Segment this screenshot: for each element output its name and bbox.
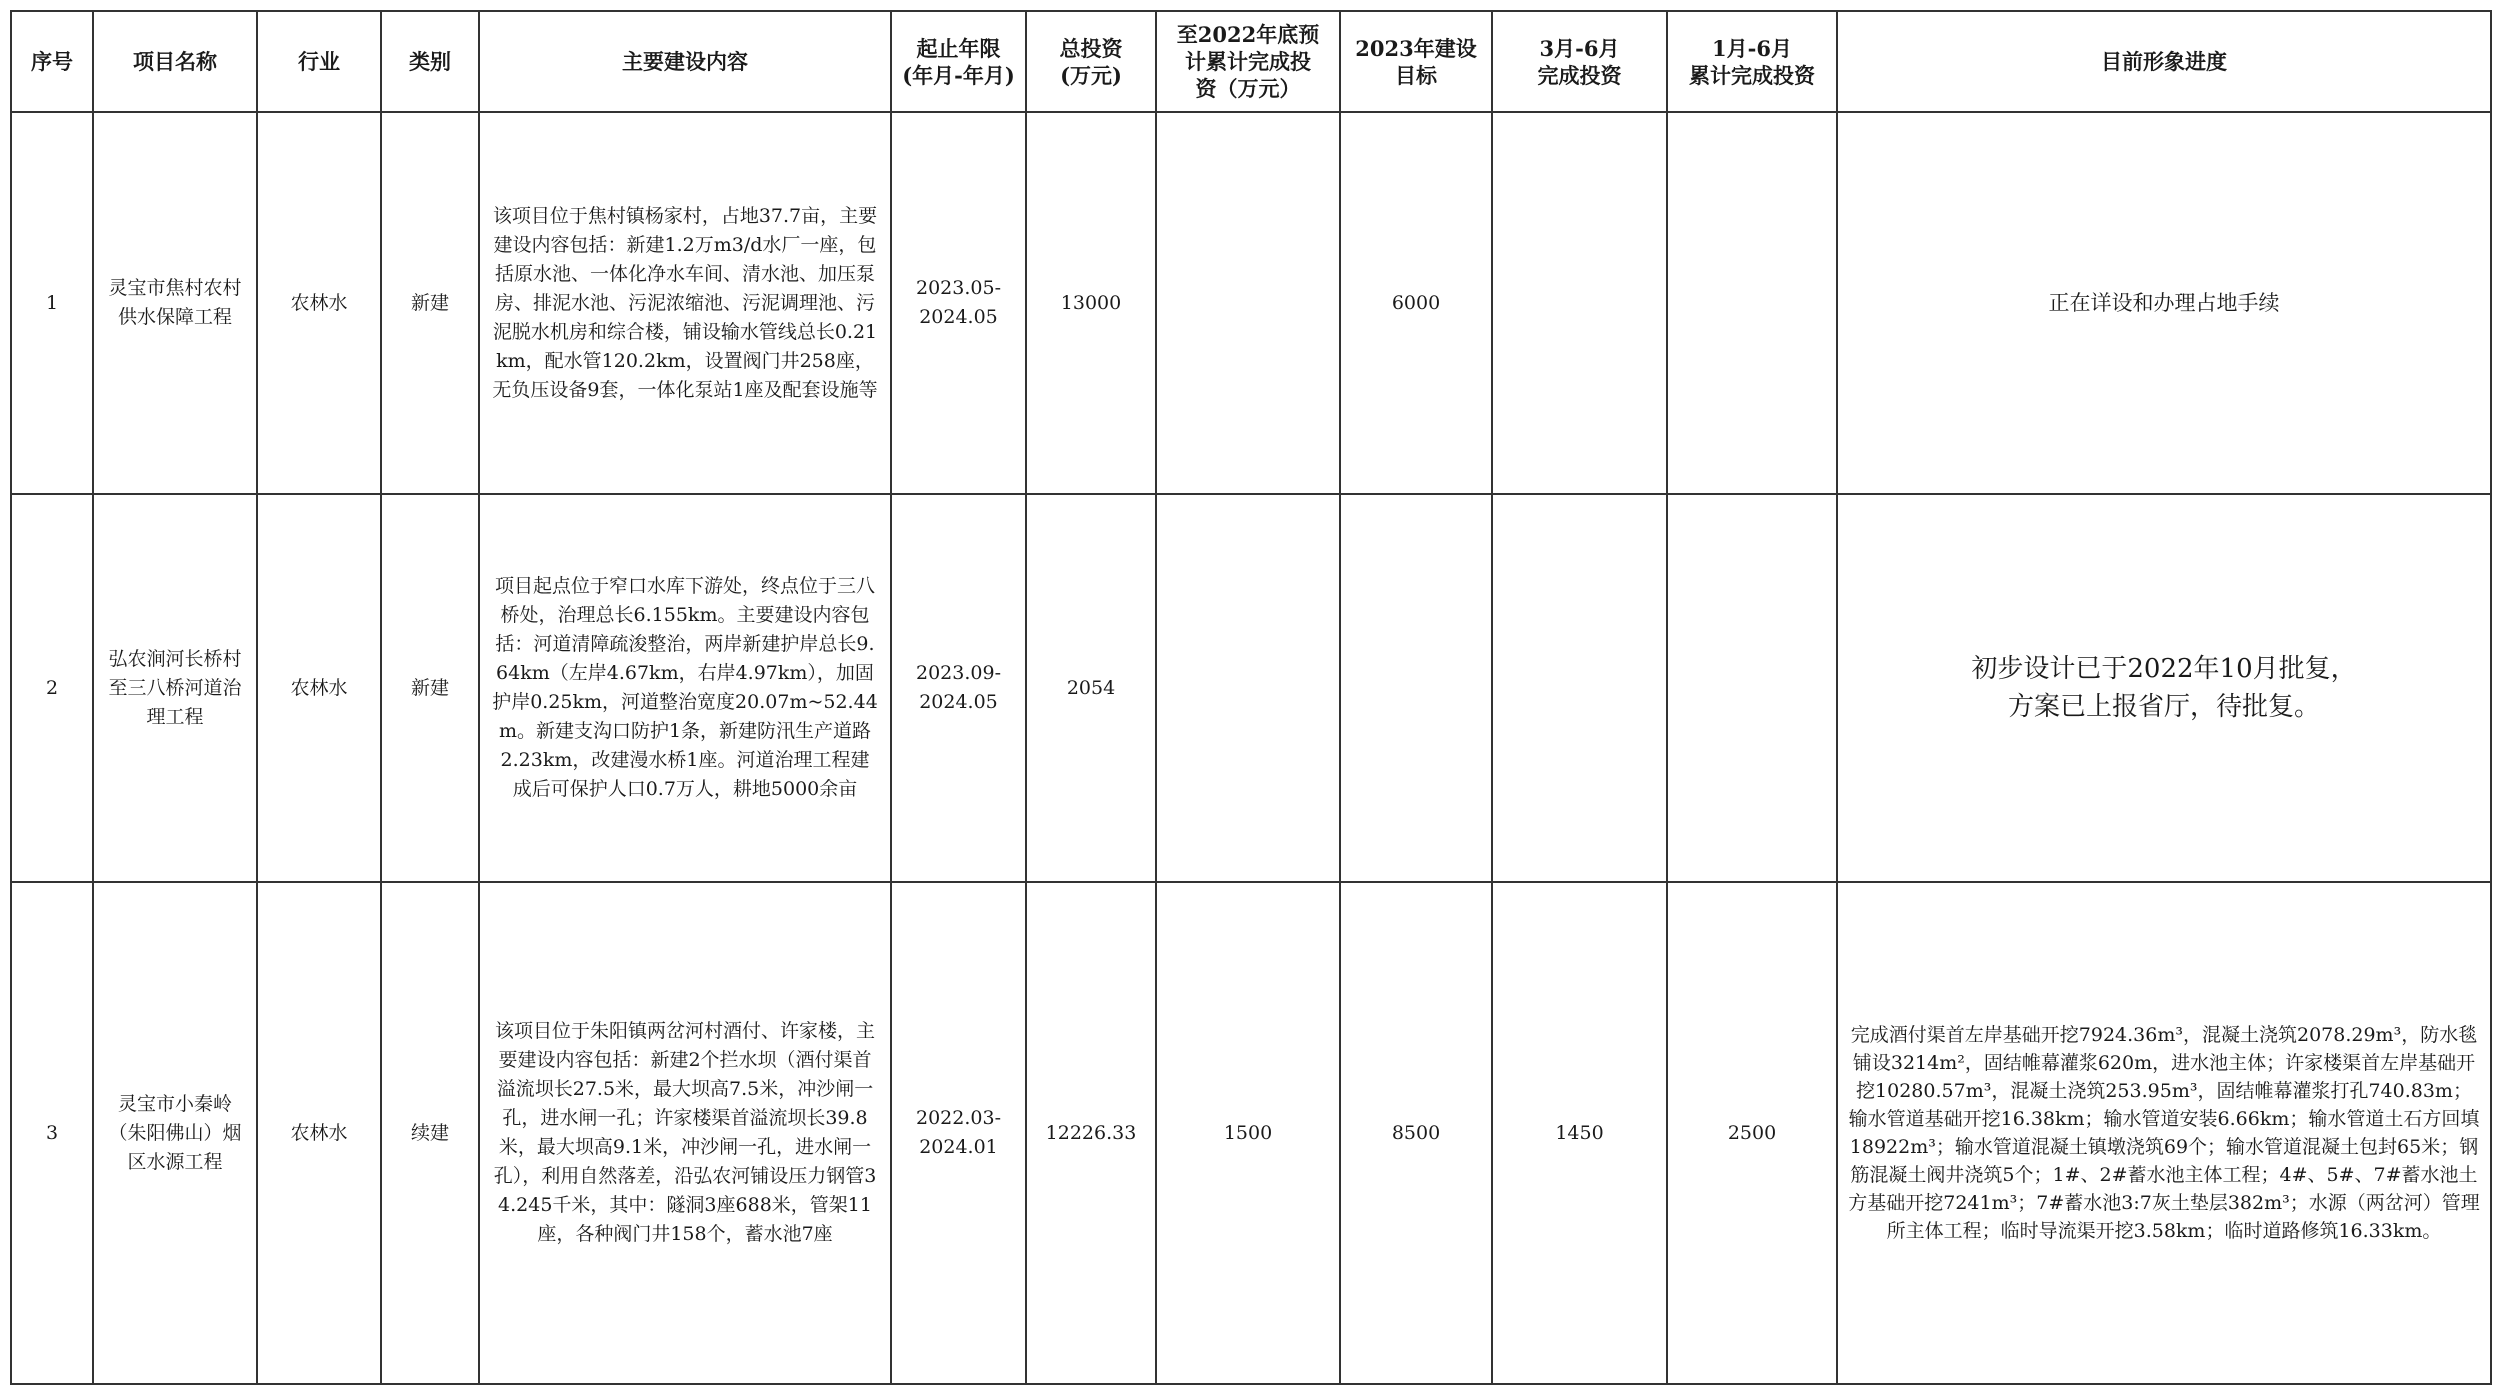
cell-type: 新建	[381, 112, 479, 494]
table-row	[11, 112, 2491, 494]
header-no: 序号	[11, 11, 93, 112]
cell-target2023	[1340, 494, 1492, 882]
cell-mar-jun	[1492, 494, 1667, 882]
header-cum2022: 至2022年底预 计累计完成投 资（万元）	[1156, 11, 1340, 112]
cell-jan-jun	[1667, 494, 1837, 882]
cell-cum2022	[1156, 494, 1340, 882]
cell-total: 2054	[1026, 494, 1156, 882]
cell-period: 2023.09- 2024.05	[891, 494, 1026, 882]
cell-no: 3	[11, 882, 93, 1384]
cell-mar-jun	[1492, 112, 1667, 494]
cell-period: 2022.03- 2024.01	[891, 882, 1026, 1384]
cell-type: 续建	[381, 882, 479, 1384]
cell-jan-jun	[1667, 112, 1837, 494]
header-name: 项目名称	[93, 11, 257, 112]
cell-industry: 农林水	[257, 494, 381, 882]
cell-total: 12226.33	[1026, 882, 1156, 1384]
cell-no: 2	[11, 494, 93, 882]
header-period: 起止年限 (年月-年月)	[891, 11, 1026, 112]
cell-industry: 农林水	[257, 882, 381, 1384]
cell-name: 灵宝市焦村农村供水保障工程	[93, 112, 257, 494]
header-content: 主要建设内容	[479, 11, 891, 112]
cell-mar-jun: 1450	[1492, 882, 1667, 1384]
header-progress: 目前形象进度	[1837, 11, 2491, 112]
cell-content: 该项目位于焦村镇杨家村，占地37.7亩，主要建设内容包括：新建1.2万m3/d水厂一座，包括原水池、一体化净水车间、清水池、加压泵房、排泥水池、污泥浓缩池、污泥调理池、污泥脱水机房和综合楼，铺设输水管线总长0.21km，配水管120.2km，设置阀门井258座，无负压设备9套，一体化泵站1座及配套设施等	[479, 112, 891, 494]
cell-target2023: 8500	[1340, 882, 1492, 1384]
header-jan-jun: 1月-6月 累计完成投资	[1667, 11, 1837, 112]
cell-total: 13000	[1026, 112, 1156, 494]
cell-progress: 初步设计已于2022年10月批复， 方案已上报省厅，待批复。	[1837, 494, 2491, 882]
header-total: 总投资 (万元)	[1026, 11, 1156, 112]
table-row	[11, 882, 2491, 1384]
cell-progress: 正在详设和办理占地手续	[1837, 112, 2491, 494]
header-mar-jun: 3月-6月 完成投资	[1492, 11, 1667, 112]
header-row	[11, 11, 2491, 112]
cell-type: 新建	[381, 494, 479, 882]
cell-period: 2023.05- 2024.05	[891, 112, 1026, 494]
cell-no: 1	[11, 112, 93, 494]
cell-industry: 农林水	[257, 112, 381, 494]
cell-name: 灵宝市小秦岭（朱阳佛山）烟区水源工程	[93, 882, 257, 1384]
header-industry: 行业	[257, 11, 381, 112]
cell-content: 该项目位于朱阳镇两岔河村酒付、许家楼，主要建设内容包括：新建2个拦水坝（酒付渠首溢流坝长27.5米，最大坝高7.5米，冲沙闸一孔，进水闸一孔；许家楼渠首溢流坝长39.8米，最大坝高9.1米，冲沙闸一孔，进水闸一孔），利用自然落差，沿弘农河铺设压力钢管34.245千米，其中：隧洞3座688米，管架11座，各种阀门井158个，蓄水池7座	[479, 882, 891, 1384]
cell-content: 项目起点位于窄口水库下游处，终点位于三八桥处，治理总长6.155km。主要建设内容包括：河道清障疏浚整治，两岸新建护岸总长9.64km（左岸4.67km，右岸4.97km），加固护岸0.25km，河道整治宽度20.07m~52.44m。新建支沟口防护1条，新建防汛生产道路2.23km，改建漫水桥1座。河道治理工程建成后可保护人口0.7万人，耕地5000余亩	[479, 494, 891, 882]
cell-name: 弘农涧河长桥村至三八桥河道治理工程	[93, 494, 257, 882]
header-target2023: 2023年建设 目标	[1340, 11, 1492, 112]
cell-jan-jun: 2500	[1667, 882, 1837, 1384]
header-type: 类别	[381, 11, 479, 112]
table-row	[11, 494, 2491, 882]
cell-progress: 完成酒付渠首左岸基础开挖7924.36m³，混凝土浇筑2078.29m³，防水毯铺设3214m²，固结帷幕灌浆620m，进水池主体；许家楼渠首左岸基础开挖10280.57m³，混凝土浇筑253.95m³，固结帷幕灌浆打孔740.83m；输水管道基础开挖16.38km；输水管道安装6.66km；输水管道土石方回填18922m³；输水管道混凝土镇墩浇筑69个；输水管道混凝土包封65米；钢筋混凝土阀井浇筑5个；1#、2#蓄水池主体工程；4#、5#、7#蓄水池土方基础开挖7241m³；7#蓄水池3:7灰土垫层382m³；水源（两岔河）管理所主体工程；临时导流渠开挖3.58km；临时道路修筑16.33km。	[1837, 882, 2491, 1384]
project-table	[10, 10, 2492, 1385]
cell-cum2022: 1500	[1156, 882, 1340, 1384]
cell-cum2022	[1156, 112, 1340, 494]
cell-target2023: 6000	[1340, 112, 1492, 494]
